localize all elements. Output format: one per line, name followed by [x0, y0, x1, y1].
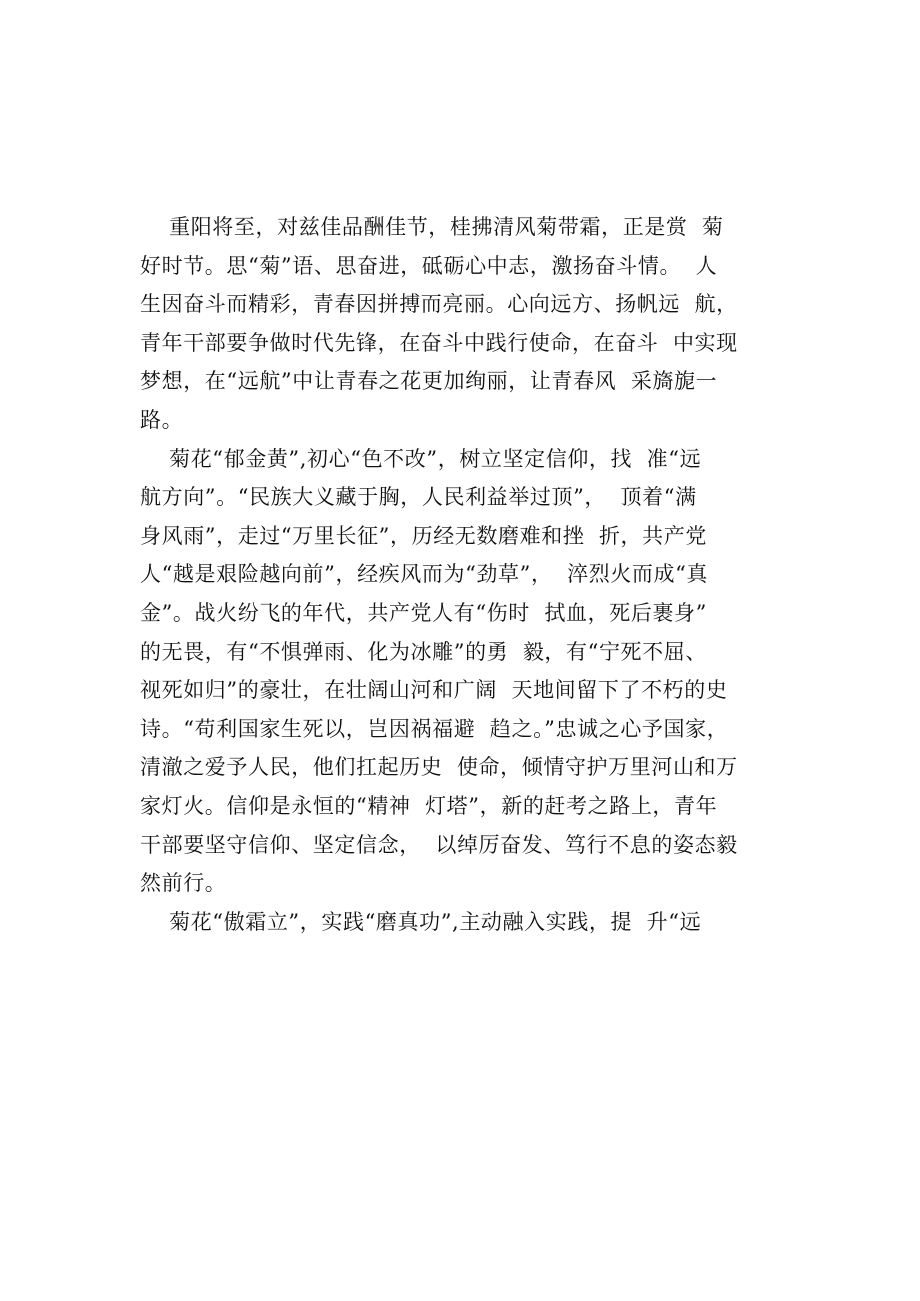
- text-line: 家灯火。信仰是永恒的“精神 灯塔”，新的赶考之路上，青年: [140, 793, 718, 818]
- text-line: 金”。战火纷飞的年代，共产党人有“伤时 拭血，死后裹身”: [140, 600, 707, 625]
- text-line: 的无畏，有“不惧弹雨、化为冰雕”的勇 毅，有“宁死不屈、: [140, 639, 707, 664]
- text-line: 菊花“郁金黄”,初心“色不改”，树立坚定信仰，找 准“远: [140, 446, 702, 471]
- text-line: 然前行。: [140, 871, 227, 896]
- text-line: 身风雨”，走过“万里长征”，历经无数磨难和挫 折，共产党: [140, 523, 707, 548]
- paragraph-2: [140, 440, 790, 903]
- text-line: 青年干部要争做时代先锋，在奋斗中践行使命，在奋斗 中实现: [140, 330, 738, 355]
- text-line: 干部要坚守信仰、坚定信念， 以绰厉奋发、笃行不息的姿态毅: [140, 832, 738, 857]
- text-line: 视死如归”的豪壮，在壮阔山河和广阔 天地间留下了不朽的史: [140, 678, 728, 703]
- document-body: [140, 208, 790, 941]
- text-line: 重阳将至，对兹佳品酬佳节，桂拂清风菊带霜，正是赏 菊: [140, 215, 724, 239]
- text-line: 路。: [140, 407, 184, 432]
- text-line: 菊花“傲霜立”，实践“磨真功”,主动融入实践，提 升“远: [140, 909, 702, 934]
- text-line: 梦想，在“远航”中让青春之花更加绚丽，让青春风 采旖旎一: [140, 369, 718, 394]
- text-line: 生因奋斗而精彩，青春因拼搏而亮丽。心向远方、扬帆远 航，: [140, 292, 738, 317]
- text-line: 人“越是艰险越向前”，经疾风而为“劲草”， 淬烈火而成“真: [140, 562, 709, 587]
- text-line: 航方向”。“民族大义藏于胸，人民利益举过顶”， 顶着“满: [140, 485, 697, 510]
- text-line: 清澈之爱予人民，他们扛起历史 使命，倾情守护万里河山和万: [140, 755, 738, 780]
- paragraph-3: [140, 903, 790, 942]
- text-line: 诗。“苟利国家生死以，岂因祸福避 趋之。”忠诚之心予国家，: [140, 716, 729, 741]
- text-line: 好时节。思“菊”语、思奋进，砥砺心中志，激扬奋斗情。 人: [140, 253, 718, 278]
- paragraph-1: [140, 208, 790, 440]
